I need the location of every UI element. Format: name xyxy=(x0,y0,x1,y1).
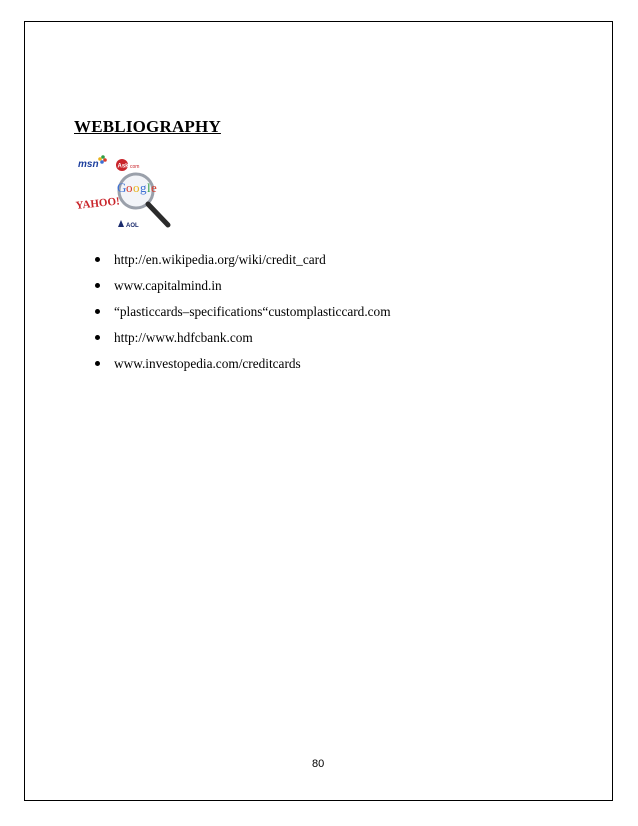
svg-text:l: l xyxy=(147,180,151,195)
webliography-list xyxy=(93,252,391,382)
svg-text:Ask: Ask xyxy=(117,163,129,170)
link-text[interactable]: www.capitalmind.in xyxy=(114,278,222,293)
list-item[interactable] xyxy=(93,330,391,356)
svg-text:o: o xyxy=(126,180,133,195)
link-text[interactable]: “plasticcards–specifications“customplasticcard.com xyxy=(114,304,391,319)
ask-logo xyxy=(116,159,139,171)
bullet-icon xyxy=(95,257,100,262)
bullet-icon xyxy=(95,335,100,340)
svg-text:com: com xyxy=(130,164,140,170)
svg-text:AOL: AOL xyxy=(126,223,139,229)
page-title: WEBLIOGRAPHY xyxy=(74,117,221,136)
svg-text:e: e xyxy=(151,180,157,195)
svg-text:YAHOO!: YAHOO! xyxy=(75,195,121,212)
aol-logo xyxy=(118,220,139,229)
msn-logo xyxy=(78,155,107,170)
google-logo xyxy=(117,180,157,195)
page-border xyxy=(24,21,613,801)
svg-text:g: g xyxy=(140,180,147,195)
svg-text:G: G xyxy=(117,180,127,195)
list-item[interactable] xyxy=(93,356,391,382)
bullet-icon xyxy=(95,361,100,366)
magnifier-handle-icon xyxy=(148,204,168,225)
link-text[interactable]: http://en.wikipedia.org/wiki/credit_card xyxy=(114,252,326,267)
page-number: 80 xyxy=(312,758,325,770)
bullet-icon xyxy=(95,309,100,314)
link-text[interactable]: www.investopedia.com/creditcards xyxy=(114,356,301,371)
bullet-icon xyxy=(95,283,100,288)
link-text[interactable]: http://www.hdfcbank.com xyxy=(114,330,253,345)
svg-text:o: o xyxy=(133,180,140,195)
list-item[interactable] xyxy=(93,278,391,304)
search-engines-logo-image xyxy=(74,151,174,233)
list-item[interactable] xyxy=(93,304,391,330)
list-item[interactable] xyxy=(93,252,391,278)
yahoo-logo xyxy=(75,195,120,212)
svg-text:msn: msn xyxy=(78,159,99,170)
